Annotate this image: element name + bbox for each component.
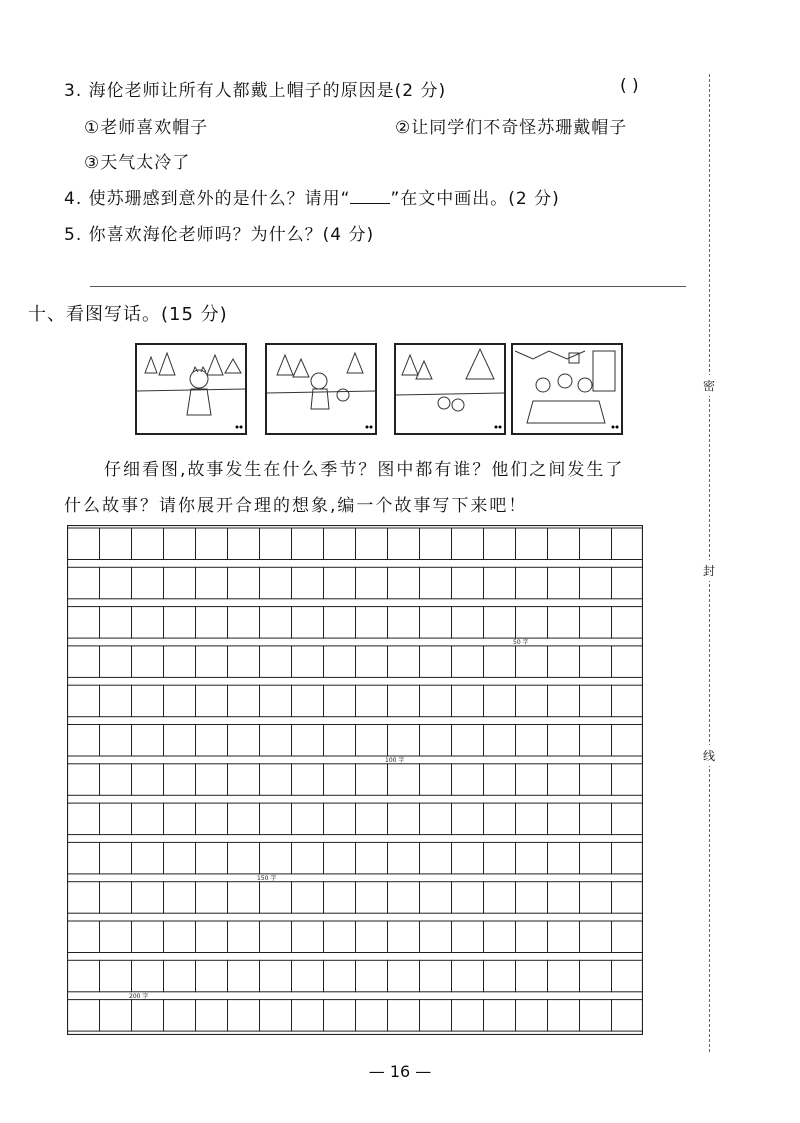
grid-cell[interactable] xyxy=(420,882,452,914)
page-number: — 16 — xyxy=(368,1062,432,1081)
grid-row[interactable] xyxy=(68,882,644,914)
grid-cell[interactable] xyxy=(420,1000,452,1032)
grid-cell[interactable] xyxy=(356,567,388,599)
grid-cell[interactable] xyxy=(196,882,228,914)
grid-row[interactable] xyxy=(68,528,644,560)
grid-cell[interactable] xyxy=(292,921,324,953)
grid-cell[interactable] xyxy=(356,803,388,835)
grid-cell[interactable] xyxy=(68,528,100,560)
grid-cell[interactable] xyxy=(356,1000,388,1032)
grid-cell[interactable] xyxy=(100,921,132,953)
grid-cell[interactable] xyxy=(292,607,324,639)
grid-cell[interactable] xyxy=(292,803,324,835)
grid-cell[interactable] xyxy=(132,960,164,992)
grid-cell[interactable] xyxy=(356,960,388,992)
grid-cell[interactable] xyxy=(100,960,132,992)
grid-cell[interactable] xyxy=(196,764,228,796)
word-count-marker: 200 字 xyxy=(129,992,149,1000)
grid-cell[interactable] xyxy=(548,921,580,953)
grid-cell[interactable] xyxy=(292,764,324,796)
grid-cell[interactable] xyxy=(100,567,132,599)
grid-cell[interactable] xyxy=(260,646,292,678)
grid-cell[interactable] xyxy=(548,685,580,717)
grid-cell[interactable] xyxy=(388,803,420,835)
grid-cell[interactable] xyxy=(292,567,324,599)
grid-cell[interactable] xyxy=(580,764,612,796)
grid-cell[interactable] xyxy=(420,921,452,953)
grid-cell[interactable] xyxy=(68,921,100,953)
grid-cell[interactable] xyxy=(548,960,580,992)
grid-cell[interactable] xyxy=(100,1000,132,1032)
grid-cell[interactable] xyxy=(612,528,644,560)
question-5: 5. 你喜欢海伦老师吗？为什么？(4 分) xyxy=(64,225,375,245)
grid-cell[interactable] xyxy=(484,921,516,953)
grid-cell[interactable] xyxy=(484,803,516,835)
grid-cell[interactable] xyxy=(260,842,292,874)
grid-cell[interactable] xyxy=(580,921,612,953)
grid-cell[interactable] xyxy=(580,725,612,757)
grid-row[interactable] xyxy=(68,960,644,992)
grid-cell[interactable] xyxy=(612,646,644,678)
writing-grid[interactable] xyxy=(67,525,643,1035)
grid-row[interactable] xyxy=(68,842,644,874)
grid-cell[interactable] xyxy=(612,725,644,757)
grid-cell[interactable] xyxy=(356,646,388,678)
grid-cell[interactable] xyxy=(452,1000,484,1032)
grid-cell[interactable] xyxy=(516,1000,548,1032)
grid-cell[interactable] xyxy=(132,921,164,953)
grid-cell[interactable] xyxy=(484,646,516,678)
grid-cell[interactable] xyxy=(68,803,100,835)
grid-row[interactable] xyxy=(68,1000,644,1032)
grid-cell[interactable] xyxy=(260,882,292,914)
grid-cell[interactable] xyxy=(612,1000,644,1032)
grid-cell[interactable] xyxy=(420,725,452,757)
grid-cell[interactable] xyxy=(68,842,100,874)
grid-cell[interactable] xyxy=(164,607,196,639)
grid-cell[interactable] xyxy=(612,567,644,599)
grid-cell[interactable] xyxy=(420,803,452,835)
grid-cell[interactable] xyxy=(580,646,612,678)
grid-cell[interactable] xyxy=(228,607,260,639)
grid-cell[interactable] xyxy=(516,646,548,678)
grid-cell[interactable] xyxy=(164,646,196,678)
grid-cell[interactable] xyxy=(580,842,612,874)
grid-cell[interactable] xyxy=(324,725,356,757)
grid-cell[interactable] xyxy=(132,1000,164,1032)
option-3: ③天气太冷了 xyxy=(84,153,191,173)
grid-cell[interactable] xyxy=(164,882,196,914)
grid-cell[interactable] xyxy=(452,803,484,835)
grid-cell[interactable] xyxy=(324,528,356,560)
grid-cell[interactable] xyxy=(388,882,420,914)
grid-cell[interactable] xyxy=(132,646,164,678)
grid-cell[interactable] xyxy=(260,567,292,599)
grid-cell[interactable] xyxy=(164,567,196,599)
grid-cell[interactable] xyxy=(548,607,580,639)
grid-cell[interactable] xyxy=(100,803,132,835)
grid-cell[interactable] xyxy=(324,764,356,796)
grid-row[interactable] xyxy=(68,764,644,796)
grid-cell[interactable] xyxy=(452,960,484,992)
grid-cell[interactable] xyxy=(580,882,612,914)
grid-cell[interactable] xyxy=(292,725,324,757)
grid-cell[interactable] xyxy=(324,567,356,599)
grid-cell[interactable] xyxy=(68,960,100,992)
grid-cell[interactable] xyxy=(452,921,484,953)
grid-cell[interactable] xyxy=(388,764,420,796)
grid-cell[interactable] xyxy=(420,764,452,796)
prompt-line-1: 仔细看图,故事发生在什么季节？图中都有谁？他们之间发生了 xyxy=(104,460,625,480)
grid-cell[interactable] xyxy=(420,842,452,874)
grid-cell[interactable] xyxy=(164,842,196,874)
grid-row[interactable] xyxy=(68,646,644,678)
grid-cell[interactable] xyxy=(580,567,612,599)
grid-cell[interactable] xyxy=(100,646,132,678)
grid-cell[interactable] xyxy=(612,921,644,953)
grid-cell[interactable] xyxy=(292,842,324,874)
option-2: ②让同学们不奇怪苏珊戴帽子 xyxy=(395,118,628,138)
grid-cell[interactable] xyxy=(164,921,196,953)
question-3: 3. 海伦老师让所有人都戴上帽子的原因是(2 分) xyxy=(64,81,447,101)
grid-cell[interactable] xyxy=(196,646,228,678)
grid-cell[interactable] xyxy=(260,803,292,835)
grid-cell[interactable] xyxy=(516,607,548,639)
grid-cell[interactable] xyxy=(548,1000,580,1032)
grid-cell[interactable] xyxy=(420,685,452,717)
grid-cell[interactable] xyxy=(68,725,100,757)
grid-cell[interactable] xyxy=(228,1000,260,1032)
grid-cell[interactable] xyxy=(356,882,388,914)
grid-cell[interactable] xyxy=(420,960,452,992)
grid-cell[interactable] xyxy=(260,725,292,757)
grid-cell[interactable] xyxy=(100,607,132,639)
grid-cell[interactable] xyxy=(516,528,548,560)
picture-4 xyxy=(511,343,623,435)
grid-cell[interactable] xyxy=(388,960,420,992)
grid-cell[interactable] xyxy=(164,528,196,560)
question-4 xyxy=(64,184,560,209)
grid-cell[interactable] xyxy=(68,882,100,914)
grid-cell[interactable] xyxy=(132,567,164,599)
grid-cell[interactable] xyxy=(132,764,164,796)
answer-parentheses[interactable]: ( ) xyxy=(620,76,639,96)
question-4-after: ”在文中画出。(2 分) xyxy=(390,189,560,209)
grid-cell[interactable] xyxy=(292,960,324,992)
grid-cell[interactable] xyxy=(228,567,260,599)
grid-cell[interactable] xyxy=(68,1000,100,1032)
grid-cell[interactable] xyxy=(196,960,228,992)
grid-cell[interactable] xyxy=(484,882,516,914)
grid-cell[interactable] xyxy=(516,882,548,914)
grid-cell[interactable] xyxy=(580,803,612,835)
grid-cell[interactable] xyxy=(100,842,132,874)
grid-cell[interactable] xyxy=(580,685,612,717)
grid-cell[interactable] xyxy=(612,764,644,796)
grid-cell[interactable] xyxy=(324,1000,356,1032)
grid-cell[interactable] xyxy=(356,607,388,639)
grid-row[interactable] xyxy=(68,803,644,835)
grid-cell[interactable] xyxy=(484,764,516,796)
grid-cell[interactable] xyxy=(420,646,452,678)
grid-cell[interactable] xyxy=(452,764,484,796)
prompt-line-2: 什么故事？请你展开合理的想象,编一个故事写下来吧！ xyxy=(64,496,528,516)
grid-cell[interactable] xyxy=(292,882,324,914)
section-title: 十、看图写话。(15 分) xyxy=(28,304,228,325)
grid-cell[interactable] xyxy=(484,1000,516,1032)
grid-cell[interactable] xyxy=(388,607,420,639)
grid-cell[interactable] xyxy=(580,1000,612,1032)
grid-cell[interactable] xyxy=(388,567,420,599)
grid-cell[interactable] xyxy=(228,842,260,874)
grid-cell[interactable] xyxy=(516,685,548,717)
grid-cell[interactable] xyxy=(612,882,644,914)
grid-cell[interactable] xyxy=(548,725,580,757)
grid-cell[interactable] xyxy=(100,764,132,796)
grid-cell[interactable] xyxy=(516,842,548,874)
grid-cell[interactable] xyxy=(484,685,516,717)
grid-cell[interactable] xyxy=(388,528,420,560)
grid-cell[interactable] xyxy=(196,803,228,835)
binding-char-seal: 密 xyxy=(702,375,716,396)
grid-cell[interactable] xyxy=(68,607,100,639)
grid-cell[interactable] xyxy=(68,646,100,678)
grid-cell[interactable] xyxy=(324,842,356,874)
option-1: ①老师喜欢帽子 xyxy=(84,118,209,138)
grid-cell[interactable] xyxy=(324,803,356,835)
grid-cell[interactable] xyxy=(100,882,132,914)
grid-cell[interactable] xyxy=(68,685,100,717)
picture-2 xyxy=(265,343,377,435)
grid-cell[interactable] xyxy=(548,882,580,914)
grid-cell[interactable] xyxy=(196,921,228,953)
grid-cell[interactable] xyxy=(548,842,580,874)
grid-cell[interactable] xyxy=(548,764,580,796)
grid-cell[interactable] xyxy=(356,685,388,717)
grid-cell[interactable] xyxy=(324,960,356,992)
grid-cell[interactable] xyxy=(580,607,612,639)
grid-cell[interactable] xyxy=(100,685,132,717)
grid-cell[interactable] xyxy=(324,685,356,717)
grid-cell[interactable] xyxy=(228,725,260,757)
grid-cell[interactable] xyxy=(260,764,292,796)
picture-1 xyxy=(135,343,247,435)
grid-cell[interactable] xyxy=(516,960,548,992)
grid-row[interactable] xyxy=(68,607,644,639)
grid-row[interactable] xyxy=(68,921,644,953)
grid-cell[interactable] xyxy=(548,528,580,560)
grid-cell[interactable] xyxy=(196,685,228,717)
grid-cell[interactable] xyxy=(196,528,228,560)
grid-cell[interactable] xyxy=(132,803,164,835)
grid-cell[interactable] xyxy=(324,882,356,914)
grid-cell[interactable] xyxy=(196,842,228,874)
word-count-marker: 100 字 xyxy=(385,757,405,764)
grid-cell[interactable] xyxy=(292,528,324,560)
grid-cell[interactable] xyxy=(484,567,516,599)
grid-cell[interactable] xyxy=(388,921,420,953)
grid-cell[interactable] xyxy=(164,725,196,757)
grid-cell[interactable] xyxy=(516,567,548,599)
grid-cell[interactable] xyxy=(388,1000,420,1032)
grid-cell[interactable] xyxy=(516,725,548,757)
grid-cell[interactable] xyxy=(260,607,292,639)
grid-cell[interactable] xyxy=(484,528,516,560)
grid-cell[interactable] xyxy=(580,528,612,560)
grid-cell[interactable] xyxy=(164,764,196,796)
grid-cell[interactable] xyxy=(612,607,644,639)
grid-cell[interactable] xyxy=(516,921,548,953)
grid-cell[interactable] xyxy=(228,764,260,796)
grid-cell[interactable] xyxy=(388,646,420,678)
grid-cell[interactable] xyxy=(548,567,580,599)
grid-cell[interactable] xyxy=(452,725,484,757)
grid-cell[interactable] xyxy=(260,528,292,560)
grid-cell[interactable] xyxy=(260,921,292,953)
grid-cell[interactable] xyxy=(164,960,196,992)
answer-line xyxy=(90,286,686,287)
grid-cell[interactable] xyxy=(324,607,356,639)
grid-cell[interactable] xyxy=(452,882,484,914)
grid-cell[interactable] xyxy=(228,646,260,678)
grid-cell[interactable] xyxy=(164,803,196,835)
grid-cell[interactable] xyxy=(292,1000,324,1032)
grid-cell[interactable] xyxy=(324,921,356,953)
grid-row[interactable] xyxy=(68,685,644,717)
grid-cell[interactable] xyxy=(484,960,516,992)
grid-cell[interactable] xyxy=(164,685,196,717)
grid-cell[interactable] xyxy=(356,725,388,757)
grid-cell[interactable] xyxy=(484,842,516,874)
grid-cell[interactable] xyxy=(68,764,100,796)
grid-cell[interactable] xyxy=(228,960,260,992)
binding-char-envelope: 封 xyxy=(702,560,716,581)
grid-cell[interactable] xyxy=(452,567,484,599)
grid-cell[interactable] xyxy=(196,567,228,599)
grid-cell[interactable] xyxy=(516,764,548,796)
grid-cell[interactable] xyxy=(484,725,516,757)
grid-cell[interactable] xyxy=(388,725,420,757)
grid-cell[interactable] xyxy=(196,725,228,757)
grid-cell[interactable] xyxy=(612,842,644,874)
grid-cell[interactable] xyxy=(100,725,132,757)
grid-cell[interactable] xyxy=(132,882,164,914)
grid-cell[interactable] xyxy=(228,921,260,953)
grid-cell[interactable] xyxy=(516,803,548,835)
grid-cell[interactable] xyxy=(260,685,292,717)
word-count-marker: 50 字 xyxy=(513,639,529,647)
grid-cell[interactable] xyxy=(420,528,452,560)
grid-cell[interactable] xyxy=(132,528,164,560)
grid-cell[interactable] xyxy=(228,685,260,717)
grid-cell[interactable] xyxy=(388,685,420,717)
grid-cell[interactable] xyxy=(68,567,100,599)
grid-cell[interactable] xyxy=(580,960,612,992)
grid-cell[interactable] xyxy=(612,803,644,835)
grid-cell[interactable] xyxy=(612,960,644,992)
grid-cell[interactable] xyxy=(260,960,292,992)
grid-cell[interactable] xyxy=(356,921,388,953)
grid-cell[interactable] xyxy=(132,607,164,639)
grid-cell[interactable] xyxy=(548,646,580,678)
grid-cell[interactable] xyxy=(100,528,132,560)
grid-cell[interactable] xyxy=(388,842,420,874)
grid-cell[interactable] xyxy=(196,607,228,639)
grid-cell[interactable] xyxy=(228,803,260,835)
grid-cell[interactable] xyxy=(452,842,484,874)
grid-cell[interactable] xyxy=(164,1000,196,1032)
grid-cell[interactable] xyxy=(196,1000,228,1032)
grid-cell[interactable] xyxy=(452,685,484,717)
grid-cell[interactable] xyxy=(452,607,484,639)
grid-cell[interactable] xyxy=(484,607,516,639)
grid-cell[interactable] xyxy=(324,646,356,678)
grid-cell[interactable] xyxy=(356,764,388,796)
grid-cell[interactable] xyxy=(292,685,324,717)
grid-cell[interactable] xyxy=(612,685,644,717)
underline-blank xyxy=(350,191,390,204)
grid-cell[interactable] xyxy=(420,607,452,639)
grid-cell[interactable] xyxy=(356,528,388,560)
grid-cell[interactable] xyxy=(420,567,452,599)
grid-cell[interactable] xyxy=(132,725,164,757)
grid-cell[interactable] xyxy=(260,1000,292,1032)
grid-cell[interactable] xyxy=(132,685,164,717)
question-4-before: 4. 使苏珊感到意外的是什么？请用“ xyxy=(64,189,351,209)
grid-cell[interactable] xyxy=(452,646,484,678)
picture-3 xyxy=(394,343,506,435)
grid-cell[interactable] xyxy=(132,842,164,874)
binding-char-line: 线 xyxy=(702,745,716,766)
grid-cell[interactable] xyxy=(452,528,484,560)
grid-cell[interactable] xyxy=(292,646,324,678)
grid-cell[interactable] xyxy=(548,803,580,835)
grid-cell[interactable] xyxy=(356,842,388,874)
grid-cell[interactable] xyxy=(228,882,260,914)
grid-row[interactable] xyxy=(68,725,644,757)
grid-cell[interactable] xyxy=(228,528,260,560)
grid-row[interactable] xyxy=(68,567,644,599)
word-count-marker: 150 字 xyxy=(257,874,277,882)
